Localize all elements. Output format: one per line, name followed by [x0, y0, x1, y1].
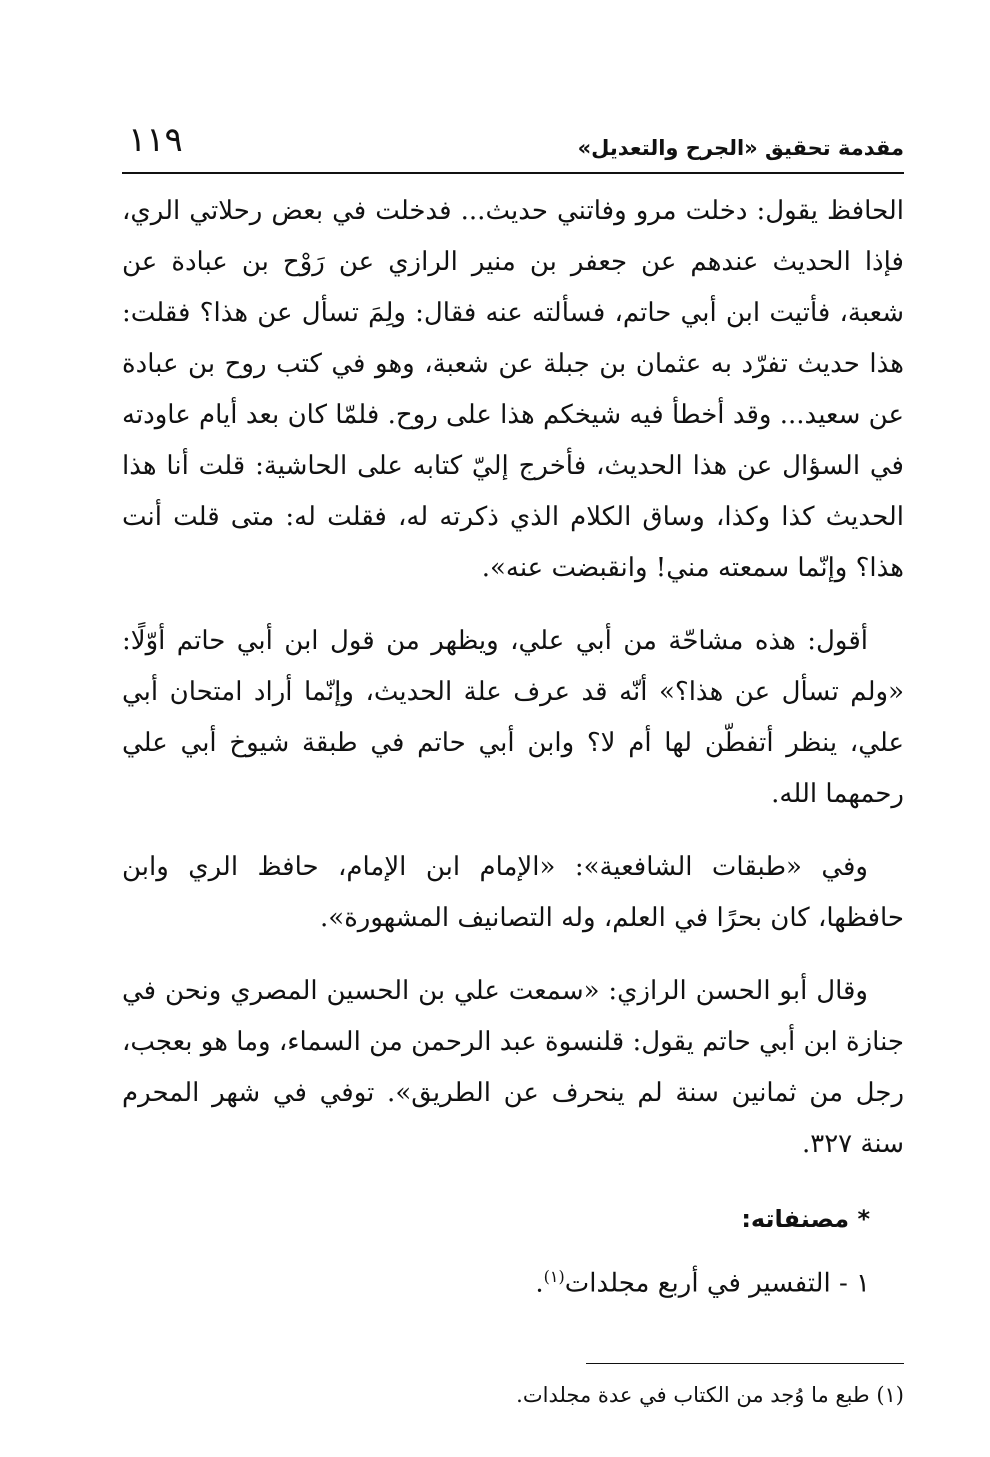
running-head-title: مقدمة تحقيق «الجرح والتعديل» — [577, 136, 904, 160]
list-item — [122, 1252, 904, 1309]
page-number: ١١٩ — [128, 120, 183, 160]
paragraph-3: وفي «طبقات الشافعية»: «الإمام ابن الإمام، حافظ الري وابن حافظها، كان بحرًا في العلم، وله التصانيف المشهورة». — [122, 852, 904, 933]
book-page — [122, 120, 904, 1412]
footnote-rule — [586, 1363, 904, 1364]
footnote-1: (١) طبع ما وُجد من الكتاب في عدة مجلدات. — [516, 1382, 904, 1407]
body-text — [122, 186, 904, 1170]
paragraph-1: الحافظ يقول: دخلت مرو وفاتني حديث... فدخلت في بعض رحلاتي الري، فإذا الحديث عندهم عن جعفر بن منير الرازي عن رَوْح بن عبادة عن شعبة، فأتيت ابن أبي حاتم، فسألته عنه فقال: ولِمَ تسأل عن هذا؟ فقلت: هذا حديث تفرّد به عثمان بن جبلة عن شعبة، وهو في كتب روح بن عبادة عن سعيد... وقد أخطأ فيه شيخكم هذا على روح. فلمّا كان بعد أيام عاودته في السؤال عن هذا الحديث، فأخرج إليّ كتابه على الحاشية: قلت أنا هذا الحديث كذا وكذا، وساق الكلام الذي ذكرته له، فقلت له: متى قلت أنت هذا؟ وإنّما سمعته مني! وانقبضت عنه». — [122, 196, 904, 583]
list-item-text: ١ - التفسير في أربع مجلدات — [564, 1268, 870, 1299]
list-item-end: . — [535, 1268, 544, 1299]
header-rule — [122, 172, 904, 174]
footnote-reference: (١) — [543, 1267, 565, 1286]
section-heading-works: * مصنفاته: — [741, 1205, 870, 1233]
running-header — [122, 120, 904, 176]
paragraph-4: وقال أبو الحسن الرازي: «سمعت علي بن الحسين المصري ونحن في جنازة ابن أبي حاتم يقول: قلنسوة عبد الرحمن من السماء، وما هو بعجب، رجل من ثمانين سنة لم ينحرف عن الطريق». توفي في شهر المحرم سنة ٣٢٧. — [122, 976, 904, 1159]
paragraph-2: أقول: هذه مشاحّة من أبي علي، ويظهر من قول ابن أبي حاتم أوّلًا: «ولم تسأل عن هذا؟» أنّه قد عرف علة الحديث، وإنّما أراد امتحان أبي علي، ينظر أتفطّن لها أم لا؟ وابن أبي حاتم في طبقة شيوخ أبي علي رحمهما الله. — [122, 626, 904, 809]
